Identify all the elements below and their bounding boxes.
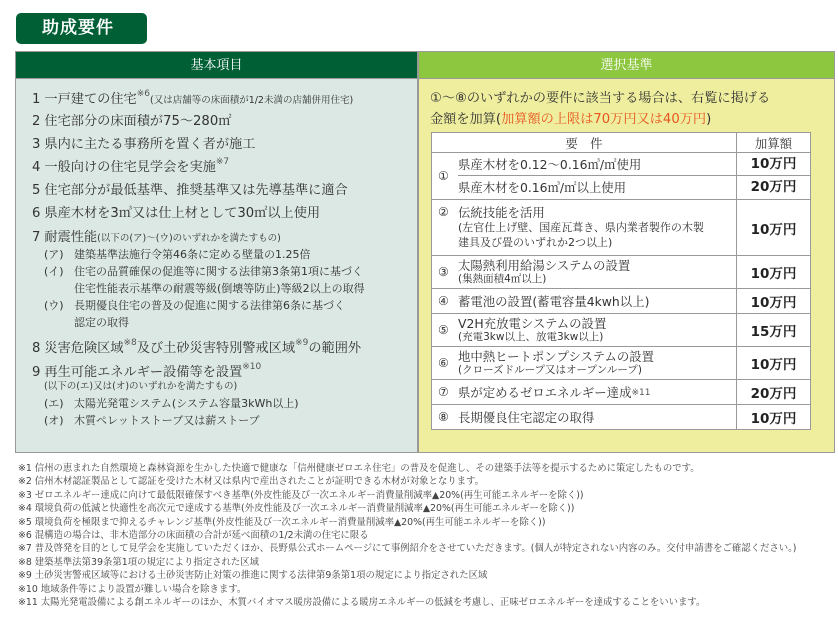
footnote-10: ※10 地域条件等により設置が難しい場合を除きます。 — [18, 583, 247, 595]
footnote-5: ※5 環境負荷を極限まで抑えるチャレンジ基準(外皮性能及び一次エネルギー消費量削減率▲20%(再生可能エネルギーを除く)) — [18, 516, 546, 528]
sub-item-e: (エ) 太陽光発電システム(システム容量3kWh以上) — [44, 397, 299, 410]
selection-criteria-header: 選択基準 — [419, 52, 834, 79]
footnotes — [18, 462, 834, 609]
footnote-4: ※4 環境負荷の低減と快適性を高次元で達成する基準(外皮性能及び一次エネルギー消費量削減率▲20%(再生可能エネルギーを除く)) — [18, 503, 575, 515]
bonus-row-4: ④ 蓄電池の設置(蓄電容量4kwh以上) 10万円 — [432, 289, 811, 314]
basic-item-6: 6 県産木材を3㎥又は仕上材として30㎡以上使用 — [32, 206, 321, 221]
basic-item-7: 7 耐震性能(以下の(ア)～(ウ)のいずれかを満たすもの) — [32, 230, 281, 245]
sub-item-i: (イ) 住宅の品質確保の促進等に関する法律第3条第1項に基づく — [44, 265, 363, 278]
renewable-sub-list — [32, 395, 411, 429]
sub-item-o: (オ) 木質ペレットストーブ又は薪ストーブ — [44, 414, 260, 427]
bonus-row-3: ③ 太陽熱利用給湯システムの設置 (集熱面積4㎡以上) 10万円 — [432, 256, 811, 289]
basic-items-list — [32, 88, 411, 429]
sub-item-u: (ウ) 長期優良住宅の普及の促進に関する法律第6条に基づく — [44, 299, 345, 312]
seismic-sub-list: (ア) 建築基準法施行令第46条に定める壁量の1.25倍 (イ) 住宅の品質確保の促進等に関する法律第3条第1項に基づく 住宅性能表示基準の耐震等級(倒壊等防止)等級2以上の取得 (ウ) 長期優良住宅の普及の促進に関する法律第6条に基づく 認定の取得 — [32, 246, 411, 331]
basic-item-9: 9 再生可能エネルギー設備等を設置$^{※10}$ — [32, 362, 262, 380]
cap-note: 加算額の上限は70万円又は40万円 — [501, 112, 707, 127]
footnote-7: ※7 普及啓発を目的として見学会を実施していただくほか、長野県公式ホームページにて事例紹介をさせていただきます。(個人が特定されない内容のみ。交付申請書をご確認ください。) — [18, 543, 797, 555]
basic-item-8: 8 災害危険区域$^{※8}$及び土砂災害特別警戒区域$^{※9}$の範囲外 — [32, 338, 362, 356]
basic-item-2: 2 住宅部分の床面積が75～280㎡ — [32, 114, 232, 129]
basic-item-5: 5 住宅部分が最低基準、推奨基準又は先導基準に適合 — [32, 183, 348, 198]
footnote-3: ※3 ゼロエネルギー達成に向けて最低限確保すべき基準(外皮性能及び一次エネルギー消費量削減率▲20%(再生可能エネルギーを除く)) — [18, 489, 584, 501]
footnote-9: ※9 土砂災害警戒区域等における土砂災害防止対策の推進に関する法律第9条第1項の規定により指定された区域 — [18, 570, 488, 582]
bonus-table — [431, 132, 811, 430]
bonus-row-5: ⑤ V2H充放電システムの設置 (充電3kw以上、放電3kw以上) 15万円 — [432, 314, 811, 347]
footnote-2: ※2 信州木材認証製品として認証を受けた木材又は県内で産出されたことが証明できる木材が対象となります。 — [18, 476, 485, 488]
footnote-1: ※1 信州の恵まれた自然環境と森林資源を生かした快適で健康な「信州健康ゼロエネ住宅」の普及を促進し、その建築手法等を提示するために策定したものです。 — [18, 463, 700, 474]
basic-items-column — [16, 52, 419, 452]
bonus-table-header: 要 件 加算額 — [432, 133, 811, 153]
basic-item-3: 3 県内に主たる事務所を置く者が施工 — [32, 137, 256, 152]
selection-intro: ①～⑧のいずれかの要件に該当する場合は、右覧に掲げる 金額を加算(加算額の上限は70万円又は40万円) — [430, 91, 771, 127]
footnote-6: ※6 混構造の場合は、非木造部分の床面積の合計が延べ面積の1/2未満の住宅に限る — [18, 530, 369, 542]
sub-item-a: (ア) 建築基準法施行令第46条に定める壁量の1.25倍 — [44, 248, 311, 261]
bonus-row-7: ⑦ 県が定めるゼロエネルギー達成 ※11 20万円 — [432, 380, 811, 405]
section-title: 助成要件 — [16, 13, 147, 44]
bonus-row-2: ② 伝統技能を活用 (左官仕上げ壁、国産瓦葺き、県内業者製作の木製 建具及び畳のいずれか2つ以上) 10万円 — [432, 200, 811, 256]
basic-items-header: 基本項目 — [16, 52, 417, 79]
requirements-table — [15, 51, 835, 453]
selection-criteria-column — [419, 52, 834, 452]
footnote-8: ※8 建築基準法第39条第1項の規定により指定された区域 — [18, 556, 259, 568]
renewable-note: (以下の(エ)又は(オ)のいずれかを満たすもの) — [44, 381, 238, 392]
bonus-row-1: ① 県産木材を0.12～0.16㎥/㎡使用 県産木材を0.16㎥/㎡以上使用 10万円 20万円 — [432, 153, 811, 200]
basic-item-4: 4 一般向けの住宅見学会を実施$^{※7}$ — [32, 157, 230, 175]
basic-item-1: 1 一戸建ての住宅$^{※6}$(又は店舗等の床面積が1/2未満の店舗併用住宅) — [32, 89, 354, 107]
bonus-row-8: ⑧ 長期優良住宅認定の取得 10万円 — [432, 405, 811, 430]
footnote-11: ※11 太陽光発電設備による創エネルギーのほか、木質バイオマス暖房設備による暖房エネルギーの低減を考慮し、正味ゼロエネルギーを達成することをいいます。 — [18, 597, 706, 609]
bonus-row-6: ⑥ 地中熱ヒートポンプシステムの設置 (クローズドループ又はオープンループ) 10万円 — [432, 347, 811, 380]
